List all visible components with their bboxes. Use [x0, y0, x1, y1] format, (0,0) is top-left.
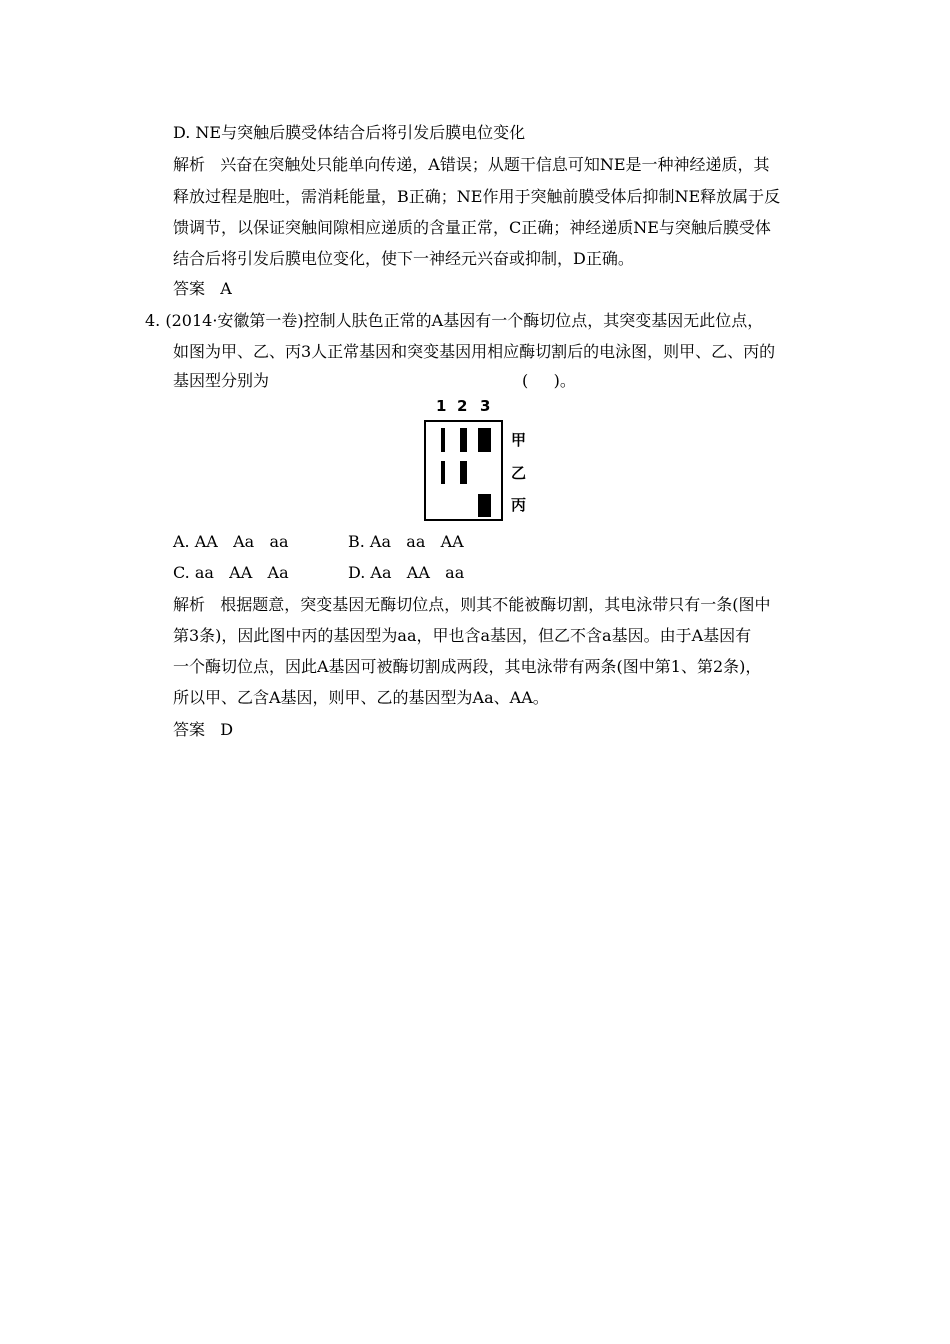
band-yi-lane1 [441, 461, 445, 484]
q4-stem-line-1: 4. (2014·安徽第一卷)控制人肤色正常的A基因有一个酶切位点，其突变基因无此位点， [145, 311, 764, 330]
q3-analysis-line-3: 馈调节，以保证突触间隙相应递质的含量正常，C正确；神经递质NE与突触后膜受体 [173, 218, 771, 237]
q3-analysis-line-2: 释放过程是胞吐，需消耗能量，B正确；NE作用于突触前膜受体后抑制NE释放属于反 [173, 187, 781, 206]
band-jia-lane1 [441, 428, 445, 452]
q4-stem-line-2: 如图为甲、乙、丙3人正常基因和突变基因用相应酶切割后的电泳图，则甲、乙、丙的 [173, 342, 776, 361]
row-label-bing: 丙 [511, 496, 527, 514]
q4-stem-line-3: 基因型分别为 [173, 371, 270, 390]
row-label-yi: 乙 [511, 464, 527, 482]
row-label-jia: 甲 [511, 431, 527, 449]
q4-analysis-line-3: 一个酶切位点，因此A基因可被酶切割成两段，其电泳带有两条(图中第1、第2条)， [173, 657, 762, 676]
q4-analysis-line-4: 所以甲、乙含A基因，则甲、乙的基因型为Aa、AA。 [173, 688, 549, 707]
lane-number-1: 1 [436, 397, 447, 415]
q3-analysis-line-4: 结合后将引发后膜电位变化，使下一神经元兴奋或抑制，D正确。 [173, 249, 634, 268]
q3-answer: 答案 A [173, 279, 232, 298]
q4-option-d: D. Aa AA aa [348, 563, 465, 582]
lane-number-3: 3 [480, 397, 491, 415]
lane-number-2: 2 [457, 397, 468, 415]
gel-frame [424, 420, 503, 521]
q4-option-a: A. AA Aa aa [173, 532, 289, 551]
q4-answer-blank: ( )。 [522, 371, 576, 390]
band-jia-lane2 [460, 428, 467, 452]
q4-option-b: B. Aa aa AA [348, 532, 464, 551]
q4-analysis-line-2: 第3条)，因此图中丙的基因型为aa，甲也含a基因，但乙不含a基因。由于A基因有 [173, 626, 752, 645]
q3-option-d: D. NE与突触后膜受体结合后将引发后膜电位变化 [173, 123, 526, 142]
q4-option-c: C. aa AA Aa [173, 563, 289, 582]
q4-analysis-line-1: 解析 根据题意，突变基因无酶切位点，则其不能被酶切割，其电泳带只有一条(图中 [173, 595, 771, 614]
q4-answer: 答案 D [173, 720, 234, 739]
band-jia-lane3 [478, 428, 491, 452]
band-yi-lane2 [460, 461, 467, 484]
band-bing-lane3 [478, 494, 491, 517]
q3-analysis-line-1: 解析 兴奋在突触处只能单向传递，A错误；从题干信息可知NE是一种神经递质，其 [173, 155, 770, 174]
